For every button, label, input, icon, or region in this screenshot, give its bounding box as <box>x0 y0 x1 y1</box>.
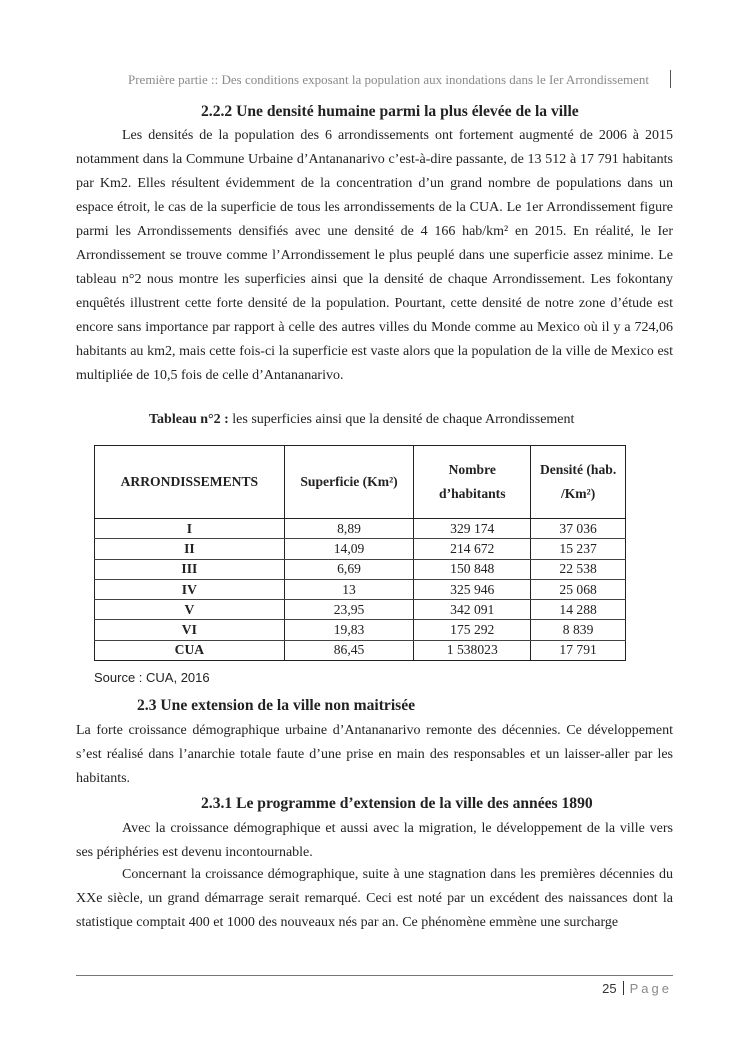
table-row <box>95 579 626 599</box>
header-rule <box>670 70 671 88</box>
table-row <box>95 600 626 620</box>
cell-superficie: 8,89 <box>284 519 414 539</box>
col-header-arrondissements: ARRONDISSEMENTS <box>95 446 285 519</box>
cell-arrondissement: VI <box>95 620 285 640</box>
paragraph-growth: Avec la croissance démographique et aussi avec la migration, le développement de la ville vers ses périphéries est devenu incontournable. <box>76 821 673 860</box>
cell-densite: 37 036 <box>531 519 626 539</box>
cell-arrondissement: II <box>95 539 285 559</box>
cell-densite: 14 288 <box>531 600 626 620</box>
cell-superficie: 6,69 <box>284 559 414 579</box>
footer-rule <box>76 975 673 976</box>
col-header-densite: Densité (hab. /Km²) <box>531 446 626 519</box>
cell-densite: 17 791 <box>531 640 626 660</box>
footer-separator <box>623 981 624 995</box>
cell-superficie: 13 <box>284 579 414 599</box>
heading-2-3: 2.3 Une extension de la ville non maitrisée <box>137 697 416 714</box>
cell-superficie: 14,09 <box>284 539 414 559</box>
col-header-habitants: Nombre d’habitants <box>414 446 531 519</box>
cell-superficie: 23,95 <box>284 600 414 620</box>
cell-habitants: 1 538023 <box>414 640 531 660</box>
cell-habitants: 329 174 <box>414 519 531 539</box>
heading-2-2-2: 2.2.2 Une densité humaine parmi la plus élevée de la ville <box>201 103 579 120</box>
paragraph-demography: Concernant la croissance démographique, suite à une stagnation dans les premières décennies du XXe siècle, un grand démarrage serait remarqué. Ceci est noté par un excédent des naissances dont la statistique comptait 400 et 1000 des nouveaux nés par an. Ce phénomène emmène une surcharge <box>76 867 673 930</box>
table-row <box>95 519 626 539</box>
heading-2-3-1: 2.3.1 Le programme d’extension de la ville des années 1890 <box>201 795 593 812</box>
density-table <box>94 445 626 661</box>
cell-arrondissement: I <box>95 519 285 539</box>
cell-arrondissement: CUA <box>95 640 285 660</box>
page-number: 25 <box>602 981 617 996</box>
page-label: Page <box>629 981 672 996</box>
table-row <box>95 539 626 559</box>
page-footer <box>602 981 672 996</box>
col-header-superficie: Superficie (Km²) <box>284 446 414 519</box>
table-caption <box>149 412 574 428</box>
table-header-row <box>95 446 626 519</box>
cell-habitants: 150 848 <box>414 559 531 579</box>
cell-habitants: 325 946 <box>414 579 531 599</box>
running-header: Première partie :: Des conditions exposant la population aux inondations dans le Ier Arrondissement <box>128 72 649 87</box>
cell-arrondissement: V <box>95 600 285 620</box>
cell-habitants: 175 292 <box>414 620 531 640</box>
table-row <box>95 620 626 640</box>
cell-superficie: 19,83 <box>284 620 414 640</box>
table-row-total <box>95 640 626 660</box>
cell-densite: 8 839 <box>531 620 626 640</box>
cell-densite: 15 237 <box>531 539 626 559</box>
paragraph-density: Les densités de la population des 6 arrondissements ont fortement augmenté de 2006 à 2015 notamment dans la Commune Urbaine d’Antananarivo c’est-à-dire passante, de 13 512 à 17 791 habitants par Km2. Elles résultent évidemment de la concentration d’un grand nombre de populations dans un espace étroit, le cas de la superficie de tous les arrondissements de la CUA. Le 1er Arrondissement figure parmi les Arrondissements densifiés avec une densité de 4 166 hab/km² en 2015. En réalité, le Ier Arrondissement se trouve comme l’Arrondissement le plus peuplé dans une superficie assez minime. Le tableau n°2 nous montre les superficies ainsi que la densité de chaque Arrondissement. Les fokontany enquêtés illustrent cette forte densité de la population. Pourtant, cette densité de notre zone d’étude est encore sans importance par rapport à celle des autres villes du Monde comme au Mexico où il y a 724,06 habitants au km2, mais cette fois-ci la superficie est vaste alors que la population de la ville de Mexico est multipliée de 10,5 fois de celle d’Antananarivo. <box>76 128 673 383</box>
cell-arrondissement: III <box>95 559 285 579</box>
table-source: Source : CUA, 2016 <box>94 670 210 685</box>
table-row <box>95 559 626 579</box>
cell-habitants: 214 672 <box>414 539 531 559</box>
cell-habitants: 342 091 <box>414 600 531 620</box>
cell-densite: 25 068 <box>531 579 626 599</box>
paragraph-extension: La forte croissance démographique urbaine d’Antananarivo remonte des décennies. Ce développement s’est réalisé dans l’anarchie totale faute d’une prise en main des responsables et un laisser-aller par les habitants. <box>76 723 673 786</box>
table-caption-label: Tableau n°2 : <box>149 412 229 427</box>
cell-superficie: 86,45 <box>284 640 414 660</box>
cell-densite: 22 538 <box>531 559 626 579</box>
cell-arrondissement: IV <box>95 579 285 599</box>
table-caption-text: les superficies ainsi que la densité de chaque Arrondissement <box>228 412 575 427</box>
